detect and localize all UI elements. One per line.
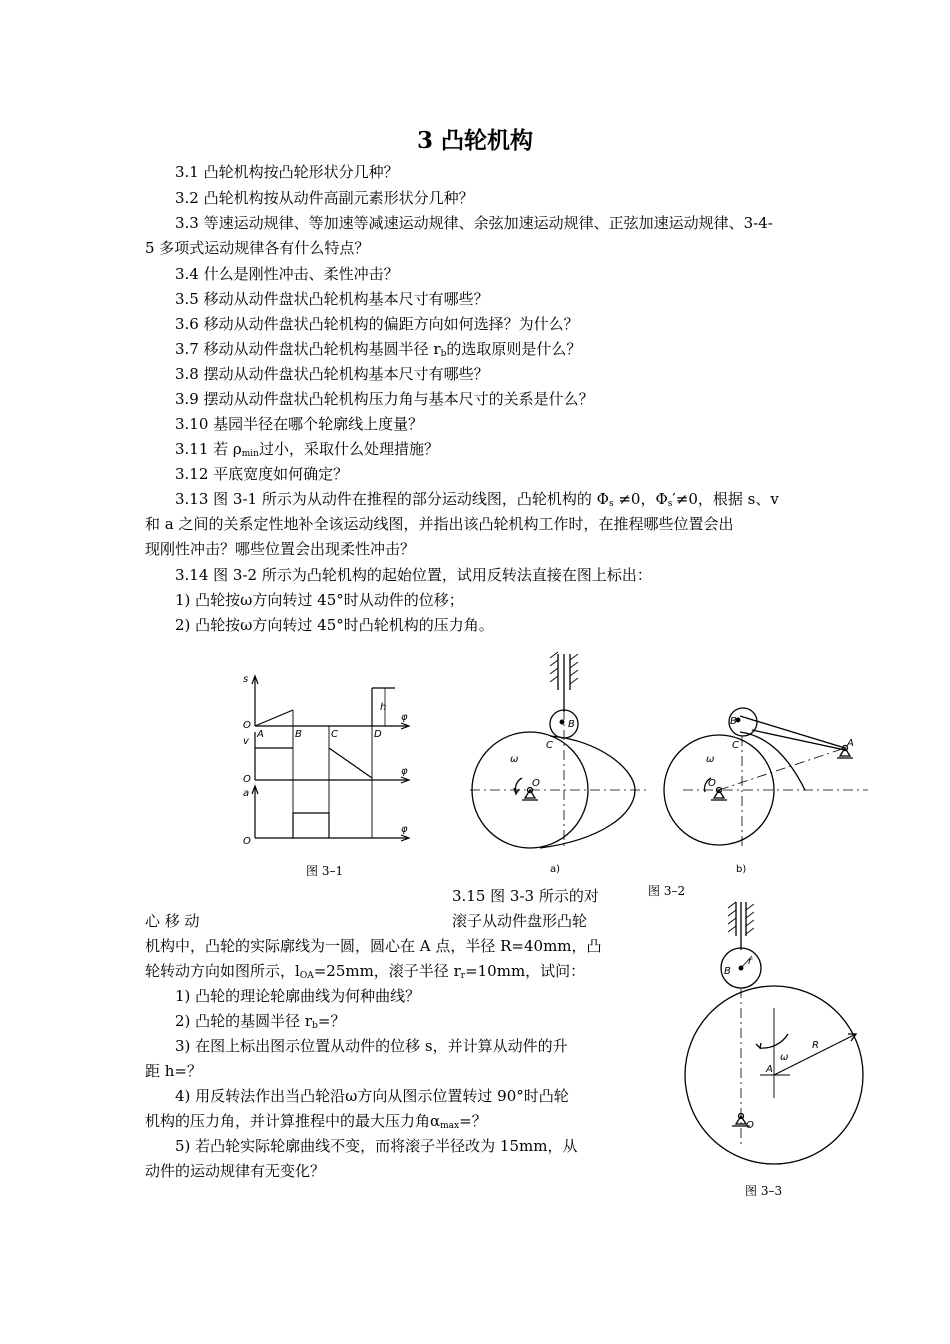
question-3-4: 3.4 什么是刚性冲击、柔性冲击？ [175,265,399,283]
question-3-14: 3.14 图 3-2 所示为凸轮机构的起始位置，试用反转法直接在图上标出： [175,566,652,584]
fig31-label-c: C [331,729,338,740]
question-3-15-line4: 轮转动方向如图所示，$l_{OA}=25mm$，滚子半径 $r_r=10mm$，试问： [145,962,586,981]
figure-3-3-caption: 图 3–3 [745,1184,783,1198]
fig31-label-phi2: φ [401,766,408,777]
question-3-5: 3.5 移动从动件盘状凸轮机构基本尺寸有哪些？ [175,290,489,308]
question-3-15-line2a: 心 移 动 [145,912,200,930]
fig32b-label-a: A [847,738,854,749]
question-3-13-line3: 现刚性冲击？哪些位置会出现柔性冲击？ [145,540,416,558]
question-3-15-item4: 4) 用反转法作出当凸轮沿ω方向从图示位置转过 90°时凸轮 [175,1087,569,1105]
fig33-label-omega: ω [780,1052,789,1063]
question-3-15-item2: 2) 凸轮的基圆半径 $r_b=$？ [175,1012,346,1031]
question-3-15-item3-cont: 距 h=？ [145,1062,202,1080]
fig31-label-phi3: φ [401,824,408,835]
fig31-label-a: a [243,788,250,799]
question-3-3-cont: 5 多项式运动规律各有什么特点？ [145,239,370,257]
fig32b-label-omega: ω [706,754,715,765]
question-3-10: 3.10 基园半径在哪个轮廓线上度量？ [175,415,424,433]
question-3-9: 3.9 摆动从动件盘状凸轮机构压力角与基本尺寸的关系是什么？ [175,390,594,408]
figure-3-3-circular-cam [680,898,870,1173]
question-3-14-item2: 2) 凸轮按ω方向转过 45°时凸轮机构的压力角。 [175,616,494,634]
question-3-12: 3.12 平底宽度如何确定？ [175,465,349,483]
question-3-1: 3.1 凸轮机构按凸轮形状分几种？ [175,163,399,181]
question-3-15-item4-cont: 机构的压力角，并计算推程中的最大压力角$\alpha_{max}=$？ [145,1112,487,1131]
fig32b-label-c: C [732,740,739,751]
question-3-14-item1: 1) 凸轮按ω方向转过 45°时从动件的位移； [175,591,464,609]
fig31-label-h: h [380,702,387,713]
fig31-label-s: s [243,674,249,685]
fig32a-label-omega: ω [510,754,519,765]
question-3-8: 3.8 摆动从动件盘状凸轮机构基本尺寸有哪些？ [175,365,489,383]
fig31-label-v: v [243,736,249,747]
fig33-label-b: B [724,966,731,977]
figure-3-1-caption: 图 3–1 [306,864,344,878]
fig31-label-o1: O [243,720,251,731]
fig33-label-r-radius: R [812,1040,819,1051]
question-3-15-item5-cont: 动件的运动规律有无变化？ [145,1162,326,1180]
fig31-label-o3: O [243,836,251,847]
fig32a-label-b: B [568,719,575,730]
fig32a-label-a: a) [550,864,561,875]
figure-3-2-caption: 图 3–2 [648,884,686,898]
fig31-label-b: B [295,729,302,740]
question-3-6: 3.6 移动从动件盘状凸轮机构的偏距方向如何选择？为什么？ [175,315,579,333]
question-3-15: 3.15 图 3-3 所示的对 [452,887,599,905]
figure-3-1-motion-diagram [235,670,425,850]
question-3-15-item3: 3) 在图上标出图示位置从动件的位移 s，并计算从动件的升 [175,1037,568,1055]
fig33-label-a: A [766,1064,773,1075]
fig33-label-r: r [748,956,753,967]
question-3-11: 3.11 若 $\rho_{min}$过小，采取什么处理措施？ [175,440,439,459]
question-3-15-item1: 1) 凸轮的理论轮廓曲线为何种曲线？ [175,987,421,1005]
question-3-13: 3.13 图 3-1 所示为从动件在推程的部分运动线图，凸轮机构的 $\Phi_s \ne 0$，$\Phi_s'\ne 0$，根据 s、v [175,490,779,509]
fig32b-label-b-panel: b) [736,864,747,875]
question-3-15-line3: 机构中，凸轮的实际廓线为一圆，圆心在 A 点，半径 R=40mm，凸 [145,937,602,955]
page-title: 3 凸轮机构 [416,127,533,154]
question-3-3: 3.3 等速运动规律、等加速等减速运动规律、余弦加速运动规律、正弦加速运动规律、3-4- [175,214,773,232]
fig33-label-o: O [746,1120,754,1131]
fig32a-label-c: C [546,740,553,751]
question-3-13-line2: 和 a 之间的关系定性地补全该运动线图，并指出该凸轮机构工作时，在推程哪些位置会出 [145,515,734,533]
question-3-7: 3.7 移动从动件盘状凸轮机构基圆半径 $r_b$的选取原则是什么？ [175,340,582,359]
fig32a-label-o: O [532,778,540,789]
fig32b-label-b: B [730,716,737,727]
fig31-label-d: D [374,729,382,740]
figure-3-2-cam-mechanisms [470,650,880,880]
question-3-15-item5: 5) 若凸轮实际轮廓曲线不变，而将滚子半径改为 15mm，从 [175,1137,578,1155]
fig31-label-phi1: φ [401,712,408,723]
question-3-2: 3.2 凸轮机构按从动件高副元素形状分几种？ [175,189,474,207]
question-3-15-line2b: 滚子从动件盘形凸轮 [452,912,588,930]
fig31-label-a-point: A [257,729,264,740]
fig31-label-o2: O [243,774,251,785]
fig32b-label-o: O [708,778,716,789]
